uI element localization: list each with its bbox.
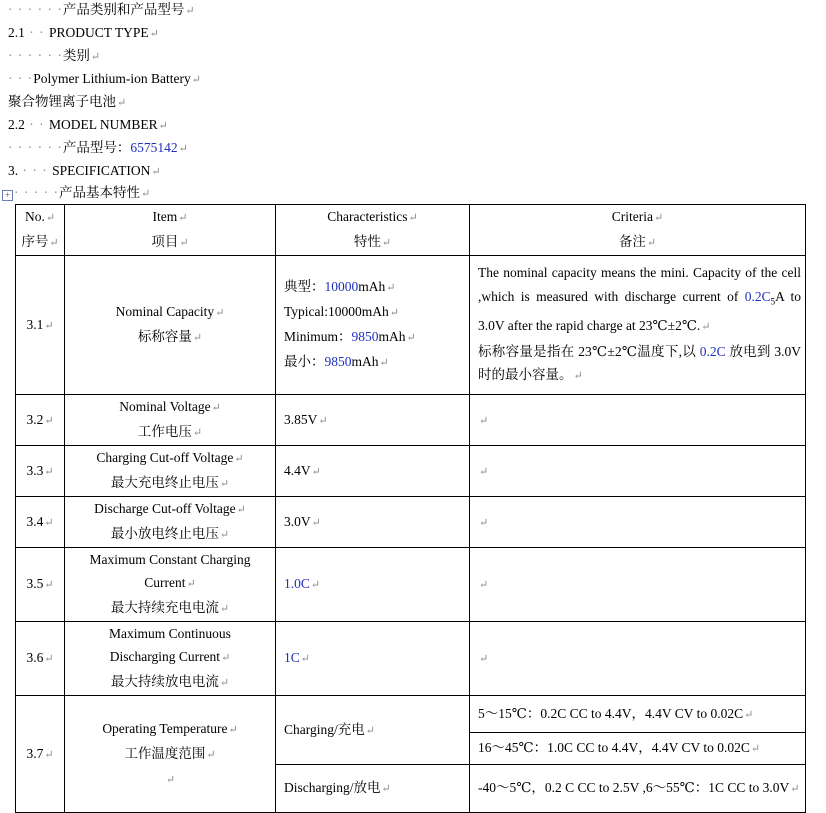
row-characteristics: 1.0C↵	[276, 548, 470, 622]
model-number-line: · · · · · ·产品型号：6575142↵	[8, 140, 188, 155]
table-row	[16, 548, 806, 622]
row-characteristics: 1C↵	[276, 622, 470, 696]
table-header-row	[16, 205, 806, 256]
section-2-2: 2.2 · · MODEL NUMBER↵	[8, 117, 168, 132]
spec-zh: · · · · ·产品基本特性↵	[14, 185, 151, 200]
section-3: 3. · · · SPECIFICATION↵	[8, 163, 161, 178]
charging-label: Charging/充电↵	[276, 696, 470, 765]
row-item: Maximum Constant Charging Current↵ 最大持续充电电流↵	[65, 548, 276, 622]
table-move-handle-icon[interactable]: +	[2, 190, 13, 201]
product-type-en: · · ·Polymer Lithium-ion Battery↵	[8, 71, 201, 86]
model-number-value: 6575142	[130, 140, 178, 155]
row-criteria: ↵	[470, 548, 806, 622]
row-item: Charging Cut-off Voltage↵ 最大充电终止电压↵	[65, 446, 276, 497]
section-2-1: 2.1 · · PRODUCT TYPE↵	[8, 25, 159, 40]
discharging-label: Discharging/放电↵	[276, 765, 470, 813]
row-criteria: ↵	[470, 395, 806, 446]
table-row	[16, 622, 806, 696]
header-item: Item↵ 项目↵	[65, 205, 276, 256]
charging-range-1: 5～15℃：0.2C CC to 4.4V，4.4V CV to 0.02C↵	[470, 696, 806, 733]
row-item: Operating Temperature↵ 工作温度范围↵ ↵	[65, 696, 276, 813]
row-number: 3.3↵	[16, 446, 65, 497]
table-row	[16, 446, 806, 497]
row-characteristics: 4.4V↵	[276, 446, 470, 497]
table-row	[16, 696, 806, 733]
header-criteria: Criteria↵ 备注↵	[470, 205, 806, 256]
row-number: 3.2↵	[16, 395, 65, 446]
row-number: 3.6↵	[16, 622, 65, 696]
heading-product-type-zh: · · · · · ·产品类别和产品型号↵	[8, 2, 195, 17]
spec-table	[15, 204, 806, 813]
product-type-zh: 聚合物锂离子电池↵	[8, 94, 127, 109]
row-number: 3.1↵	[16, 256, 65, 395]
row-criteria: ↵	[470, 446, 806, 497]
row-item: Discharge Cut-off Voltage↵ 最小放电终止电压↵	[65, 497, 276, 548]
table-row	[16, 497, 806, 548]
row-number: 3.5↵	[16, 548, 65, 622]
row-item: Nominal Voltage↵ 工作电压↵	[65, 395, 276, 446]
row-criteria: The nominal capacity means the mini. Capacity of the cell ,which is measured with discharge current of $0.2C_5A$ to 3.0V after the rapid charge at 23℃±2℃.↵ 标称容量是指在 23℃±2℃温度下,以 0.2C 放电到 3.0V 时的最小容量。↵	[470, 256, 806, 395]
table-row	[16, 395, 806, 446]
row-number: 3.4↵	[16, 497, 65, 548]
row-criteria: ↵	[470, 497, 806, 548]
row-characteristics: 3.85V↵	[276, 395, 470, 446]
header-no: No.↵ 序号↵	[16, 205, 65, 256]
row-characteristics: 典型：10000mAh↵ Typical:10000mAh↵ Minimum：9850mAh↵ 最小：9850mAh↵	[276, 256, 470, 395]
discharging-range: -40～5℃，0.2 C CC to 2.5V ,6～55℃：1C CC to 3.0V↵	[470, 765, 806, 813]
row-item: Maximum Continuous Discharging Current↵ 最大持续放电电流↵	[65, 622, 276, 696]
header-characteristics: Characteristics↵ 特性↵	[276, 205, 470, 256]
category-zh: · · · · · ·类别↵	[8, 48, 101, 63]
row-number: 3.7↵	[16, 696, 65, 813]
table-row	[16, 256, 806, 395]
row-characteristics: 3.0V↵	[276, 497, 470, 548]
charging-range-2: 16～45℃：1.0C CC to 4.4V，4.4V CV to 0.02C↵	[470, 733, 806, 765]
row-criteria: ↵	[470, 622, 806, 696]
row-item: Nominal Capacity↵ 标称容量↵	[65, 256, 276, 395]
